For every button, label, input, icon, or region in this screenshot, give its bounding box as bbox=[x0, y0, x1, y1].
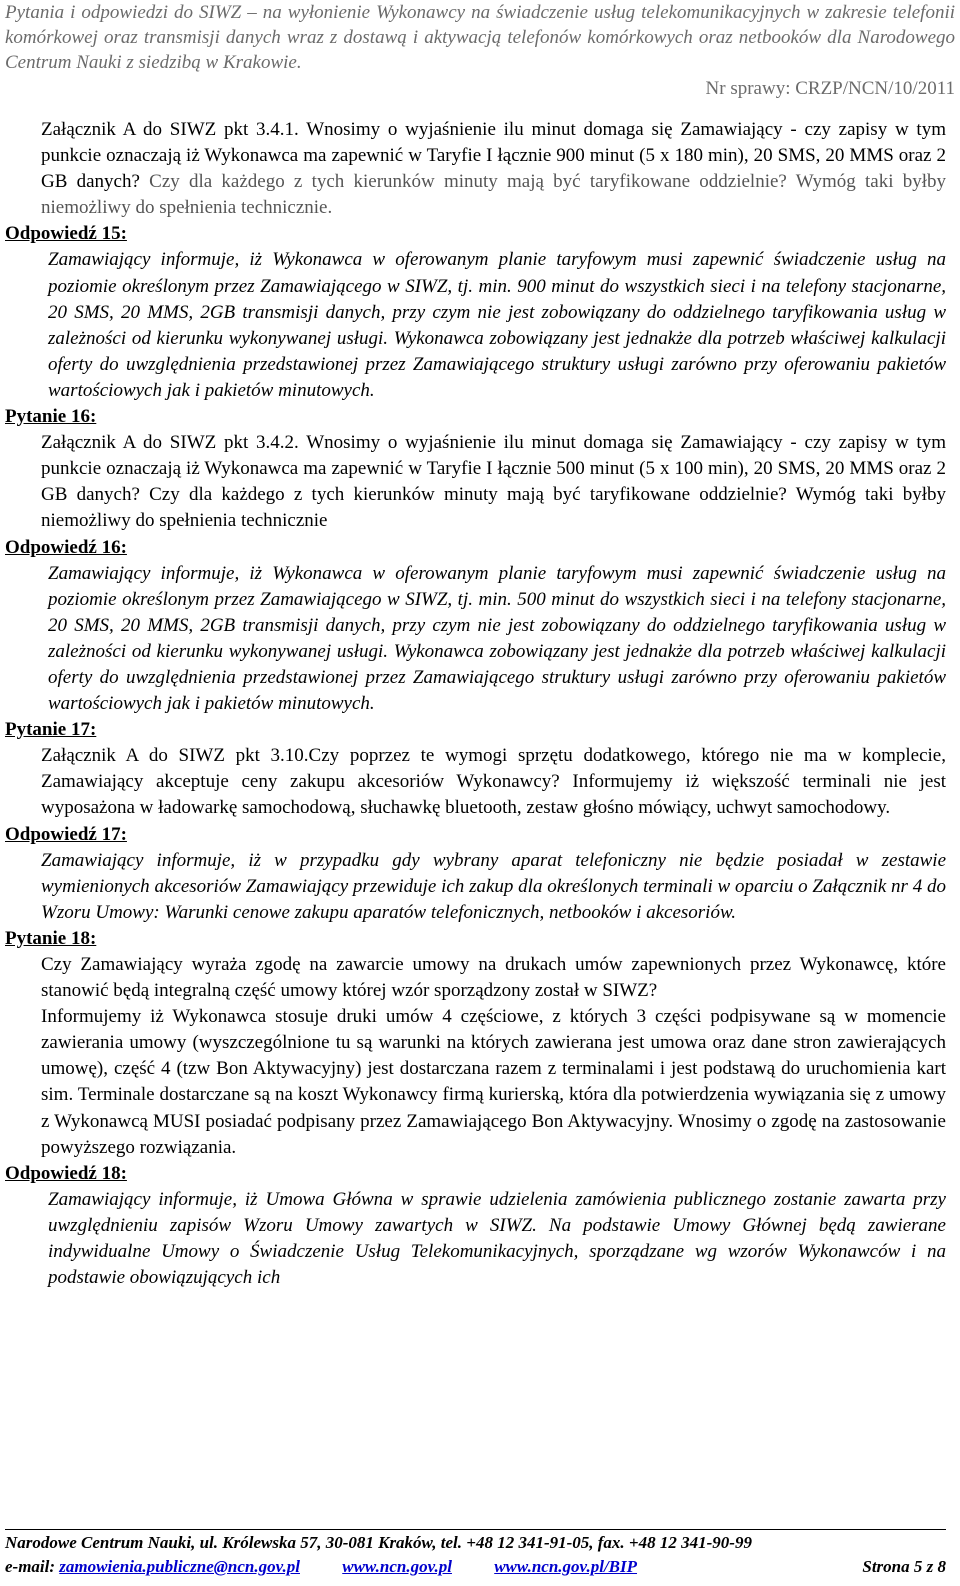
answer-17-heading: Odpowiedź 17: bbox=[5, 823, 127, 845]
footer-links bbox=[5, 1555, 675, 1579]
footer-address: Narodowe Centrum Nauki, ul. Królewska 57, 30-081 Kraków, tel. +48 12 341-91-05, fax. +48 12 341-90-99 bbox=[5, 1533, 752, 1552]
question-15-part-a: Załącznik A do SIWZ pkt 3.4.1. Wnosimy o wyjaśnienie ilu minut domaga się Zamawiający - czy zapisy w tym punkcie oznaczają iż Wykonawca ma zapewnić w Taryfie I łącznie 900 minut (5 x 180 min), 20 SMS, 20 MMS oraz 2 GB danych? bbox=[41, 119, 946, 193]
case-number: Nr sprawy: CRZP/NCN/10/2011 bbox=[705, 78, 955, 99]
email-link[interactable]: zamowienia.publiczne@ncn.gov.pl bbox=[59, 1557, 300, 1576]
question-18-heading: Pytanie 18: bbox=[5, 927, 97, 949]
page-header bbox=[5, 0, 955, 100]
bip-link[interactable]: www.ncn.gov.pl/BIP bbox=[494, 1557, 638, 1576]
email-label: e-mail: bbox=[5, 1557, 56, 1576]
question-16-text: Załącznik A do SIWZ pkt 3.4.2. Wnosimy o wyjaśnienie ilu minut domaga się Zamawiający - czy zapisy w tym punkcie oznaczają iż Wykonawca ma zapewnić w Taryfie I łącznie 500 minut (5 x 100 min), 20 SMS, 20 MMS oraz 2 GB danych? Czy dla każdego z tych kierunków minuty mają być taryfikowane oddzielnie? Wymóg taki byłby niemożliwy do spełnienia technicznie bbox=[41, 432, 946, 532]
footer-contact-row bbox=[5, 1555, 946, 1579]
question-15-text bbox=[41, 117, 946, 221]
question-17-heading: Pytanie 17: bbox=[5, 719, 97, 741]
question-18-text: Czy Zamawiający wyraża zgodę na zawarcie umowy na drukach umów zapewnionych przez Wykonawcę, które stanowić będą integralną część umowy której wzór sporządzony został w SIWZ? bbox=[41, 954, 946, 1002]
answer-15-text: Zamawiający informuje, iż Wykonawca w oferowanym planie taryfowym musi zapewnić świadczenie usług na poziomie określonym przez Zamawiającego w SIWZ, tj. min. 900 minut do wszystkich sieci i na telefony stacjonarne, 20 SMS, 20 MMS, 2GB transmisji danych, przy czym nie jest zobowiązany do oddzielnego taryfikowania usług w zależności od kierunku wykonywanej usługi. Wykonawca zobowiązany jest jednakże dla potrzeb właściwej kalkulacji oferty do uwzględnienia przedstawionej przez Zamawiającego struktury usługi zarówno przy oferowaniu pakietów wartościowych jak i pakietów minutowych. bbox=[48, 249, 946, 401]
website-link[interactable]: www.ncn.gov.pl bbox=[342, 1557, 452, 1576]
answer-16-text: Zamawiający informuje, iż Wykonawca w oferowanym planie taryfowym musi zapewnić świadczenie usług na poziomie określonym przez Zamawiającego w SIWZ, tj. min. 500 minut do wszystkich sieci i na telefony stacjonarne, 20 SMS, 20 MMS, 2GB transmisji danych, przy czym nie jest zobowiązany do oddzielnego taryfikowania usług w zależności od kierunku wykonywanej usługi. Wykonawca zobowiązany jest jednakże dla potrzeb właściwej kalkulacji oferty do uwzględnienia przedstawionej przez Zamawiającego struktury usługi zarówno przy oferowaniu pakietów wartościowych jak i pakietów minutowych. bbox=[48, 562, 946, 715]
footer-divider bbox=[5, 1529, 946, 1530]
answer-15-heading: Odpowiedź 15: bbox=[5, 223, 127, 245]
document-title: Pytania i odpowiedzi do SIWZ – na wyłonienie Wykonawcy na świadczenie usług telekomunikacyjnych w zakresie telefonii komórkowej oraz transmisji danych wraz z dostawą i aktywacją telefonów komórkowych oraz netbooków dla Narodowego Centrum Nauki z siedzibą w Krakowie. bbox=[5, 2, 955, 73]
answer-16-heading: Odpowiedź 16: bbox=[5, 536, 127, 558]
document-body bbox=[5, 117, 946, 1291]
answer-18-heading: Odpowiedź 18: bbox=[5, 1162, 127, 1184]
question-15-part-b: Czy dla każdego z tych kierunków minuty mają być taryfikowane oddzielnie? Wymóg taki byłby niemożliwy do spełnienia technicznie. bbox=[41, 171, 946, 219]
page-number: Strona 5 z 8 bbox=[862, 1557, 946, 1576]
answer-18-text: Zamawiający informuje, iż Umowa Główna w sprawie udzielenia zamówienia publicznego zostanie zawarta przy uwzględnieniu zapisów Wzoru Umowy zawartych w SIWZ. Na podstawie Umowy Głównej będą zawierane indywidualne Umowy o Świadczenie Usług Telekomunikacyjnych, sporządzane wg wzorów Wykonawców i na podstawie obowiązujących ich bbox=[48, 1188, 946, 1289]
question-16-heading: Pytanie 16: bbox=[5, 406, 97, 428]
question-17-text: Załącznik A do SIWZ pkt 3.10.Czy poprzez te wymogi sprzętu dodatkowego, którego nie ma w komplecie, Zamawiający akceptuje ceny zakupu akcesoriów Wykonawcy? Informujemy iż większość terminali nie jest wyposażona w ładowarkę samochodową, słuchawkę bluetooth, zestaw głośno mówiący, uchwyt samochodowy. bbox=[41, 745, 946, 819]
page-footer bbox=[5, 1531, 946, 1579]
question-18-text-2: Informujemy iż Wykonawca stosuje druki umów 4 częściowe, z których 3 części podpisywane są w momencie zawierania umowy (wyszczególnione tu są warunki na których zawierana jest umowa oraz dane stron zawierających umowę), część 4 (tzw Bon Aktywacyjny) jest dostarczana razem z terminalami i jest podstawą do uruchomienia kart sim. Terminale dostarczane są na koszt Wykonawcy firmą kurierską, która dla potwierdzenia wywiązania się z umowy z Wykonawcą MUSI posiadać podpisany przez Zamawiającego Bon Aktywacyjny. Wnosimy o zgodę na zastosowanie powyższego rozwiązania. bbox=[41, 1006, 946, 1158]
answer-17-text: Zamawiający informuje, iż w przypadku gdy wybrany aparat telefoniczny nie będzie posiadał w zestawie wymienionych akcesoriów Zamawiający przewiduje ich zakup dla określonych terminali w oparciu o Załącznik nr 4 do Wzoru Umowy: Warunki cenowe zakupu aparatów telefonicznych, netbooków i akcesoriów. bbox=[41, 849, 946, 923]
